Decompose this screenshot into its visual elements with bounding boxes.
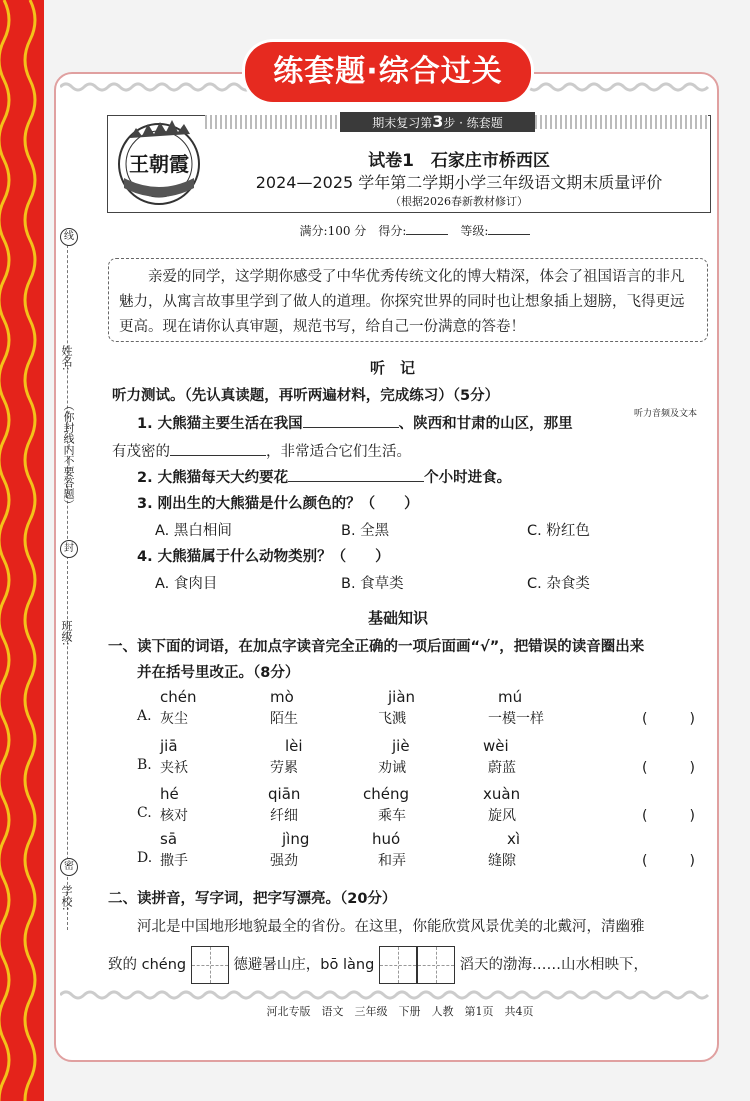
intro-message: 亲爱的同学，这学期你感受了中华优秀传统文化的博大精深，体会了祖国语言的非凡魅力，从寓言故事里学到了做人的道理。你探究世界的同时也让想象插上翅膀，飞得更远更高。现在请你认真审题，规范书写，给自己一份满意的答卷！ xyxy=(108,258,708,342)
row-c-label: C. xyxy=(137,805,152,821)
row-b-word-4: 蔚蓝 xyxy=(488,760,516,776)
row-b-pinyin-3: jiè xyxy=(392,737,410,755)
row-a-pinyin-3: jiàn xyxy=(388,688,416,706)
audio-note: 听力音频及文本 xyxy=(634,409,698,419)
row-c-answer-paren[interactable]: ( ) xyxy=(642,808,695,824)
paper-title: 试卷1 石家庄市桥西区 xyxy=(368,151,550,171)
listen-q3: 3. 刚出生的大熊猫是什么颜色的？（ ） xyxy=(137,496,419,512)
row-d-pinyin-2: jìng xyxy=(282,830,310,848)
score-line: 满分:100 分 得分: 等级: xyxy=(215,222,615,239)
basics-q2-para-1: 河北是中国地形地貌最全的省份。在这里，你能欣赏风景优美的北戴河，清幽雅 xyxy=(137,919,645,935)
char-box-3[interactable] xyxy=(417,946,455,984)
side-mark-seal: 封 xyxy=(60,540,78,558)
row-c-pinyin-2: qiān xyxy=(268,785,301,803)
side-mark-line: 线 xyxy=(60,228,78,246)
row-a-word-3: 飞溅 xyxy=(378,711,406,727)
listen-q4: 4. 大熊猫属于什么动物类别？（ ） xyxy=(137,549,390,565)
row-b-pinyin-4: wèi xyxy=(483,737,509,755)
paper-revision-note: （根据2026春新教材修订） xyxy=(390,195,528,208)
row-c-word-3: 乘车 xyxy=(378,808,406,824)
row-b-pinyin-2: lèi xyxy=(285,737,303,755)
row-b-word-1: 夹袄 xyxy=(160,760,188,776)
side-name-label: 姓名: xyxy=(60,345,73,371)
q4-option-c: C. 杂食类 xyxy=(527,576,590,592)
section-basics-heading: 基础知识 xyxy=(368,609,429,627)
row-d-pinyin-1: sā xyxy=(160,830,178,848)
basics-q2-para-2: 致的 chéng 德避暑山庄，bō làng 滔天的渤海……山水相映下， xyxy=(108,945,648,985)
side-mark-mi: 密 xyxy=(60,858,78,876)
row-d-word-3: 和弄 xyxy=(378,853,406,869)
listen-q1-line2: 有茂密的 ，非常适合它们生活。 xyxy=(112,444,411,460)
q4-option-b: B. 食草类 xyxy=(341,576,404,592)
row-c-word-4: 旋风 xyxy=(488,808,516,824)
basics-q1-line1: 一、读下面的词语，在加点字读音完全正确的一项后面画“√”，把错误的读音圈出来 xyxy=(108,639,645,655)
basics-q1-line2: 并在括号里改正。（8分） xyxy=(137,665,300,681)
row-a-word-4: 一模一样 xyxy=(488,711,544,727)
row-c-word-1: 核对 xyxy=(160,808,188,824)
paper-sheet xyxy=(54,72,719,1062)
side-warning-note: （你封线内不要答题） xyxy=(62,400,75,510)
step-badge: 期末复习第3步 · 练套题 xyxy=(340,112,535,132)
char-box-1[interactable] xyxy=(191,946,229,984)
section-listening-heading: 听 记 xyxy=(370,359,416,377)
row-a-pinyin-4: mú xyxy=(498,688,523,706)
row-d-answer-paren[interactable]: ( ) xyxy=(642,853,695,869)
char-box-2[interactable] xyxy=(379,946,417,984)
row-a-answer-paren[interactable]: ( ) xyxy=(642,711,695,727)
listening-instruction: 听力测试。（先认真读题，再听两遍材料，完成练习）（5分） xyxy=(112,388,500,404)
side-class-label: 班级: xyxy=(60,620,73,646)
decorative-red-bar xyxy=(0,0,44,1101)
row-c-pinyin-1: hé xyxy=(160,785,179,803)
row-a-pinyin-2: mò xyxy=(270,688,294,706)
row-c-word-2: 纤细 xyxy=(270,808,298,824)
q3-option-a: A. 黑白相间 xyxy=(155,523,232,539)
q3-option-b: B. 全黑 xyxy=(341,523,390,539)
side-school-label: 学校: xyxy=(60,885,73,911)
q4-option-a: A. 食肉目 xyxy=(155,576,218,592)
wave-divider-bottom xyxy=(60,988,715,1002)
banner-title: 练套题·综合过关 xyxy=(245,42,531,102)
basics-q2-heading: 二、读拼音，写字词，把字写漂亮。（20分） xyxy=(108,891,397,907)
row-d-pinyin-4: xì xyxy=(507,830,521,848)
row-d-pinyin-3: huó xyxy=(372,830,401,848)
row-d-word-2: 强劲 xyxy=(270,853,298,869)
listen-q1-line1: 1. 大熊猫主要生活在我国 、陕西和甘肃的山区，那里 xyxy=(137,416,573,432)
binding-line xyxy=(67,230,69,930)
row-a-word-2: 陌生 xyxy=(270,711,298,727)
row-d-label: D. xyxy=(137,850,153,866)
row-b-pinyin-1: jiā xyxy=(160,737,178,755)
row-b-word-3: 劝诫 xyxy=(378,760,406,776)
row-a-label: A. xyxy=(137,708,152,724)
paper-subtitle: 2024—2025 学年第二学期小学三年级语文期末质量评价 xyxy=(255,173,663,192)
row-a-pinyin-1: chén xyxy=(160,688,197,706)
row-b-word-2: 劳累 xyxy=(270,760,298,776)
row-a-word-1: 灰尘 xyxy=(160,711,188,727)
listen-q2: 2. 大熊猫每天大约要花 个小时进食。 xyxy=(137,470,512,486)
row-c-pinyin-3: chéng xyxy=(363,785,410,803)
row-d-word-4: 缝隙 xyxy=(488,853,516,869)
page-footer: 河北专版 语文 三年级 下册 人教 第1页 共4页 xyxy=(266,1005,534,1018)
brand-logo: 王朝霞 xyxy=(110,118,208,208)
row-b-label: B. xyxy=(137,757,152,773)
row-b-answer-paren[interactable]: ( ) xyxy=(642,760,695,776)
q3-option-c: C. 粉红色 xyxy=(527,523,590,539)
row-d-word-1: 撒手 xyxy=(160,853,188,869)
row-c-pinyin-4: xuàn xyxy=(483,785,521,803)
